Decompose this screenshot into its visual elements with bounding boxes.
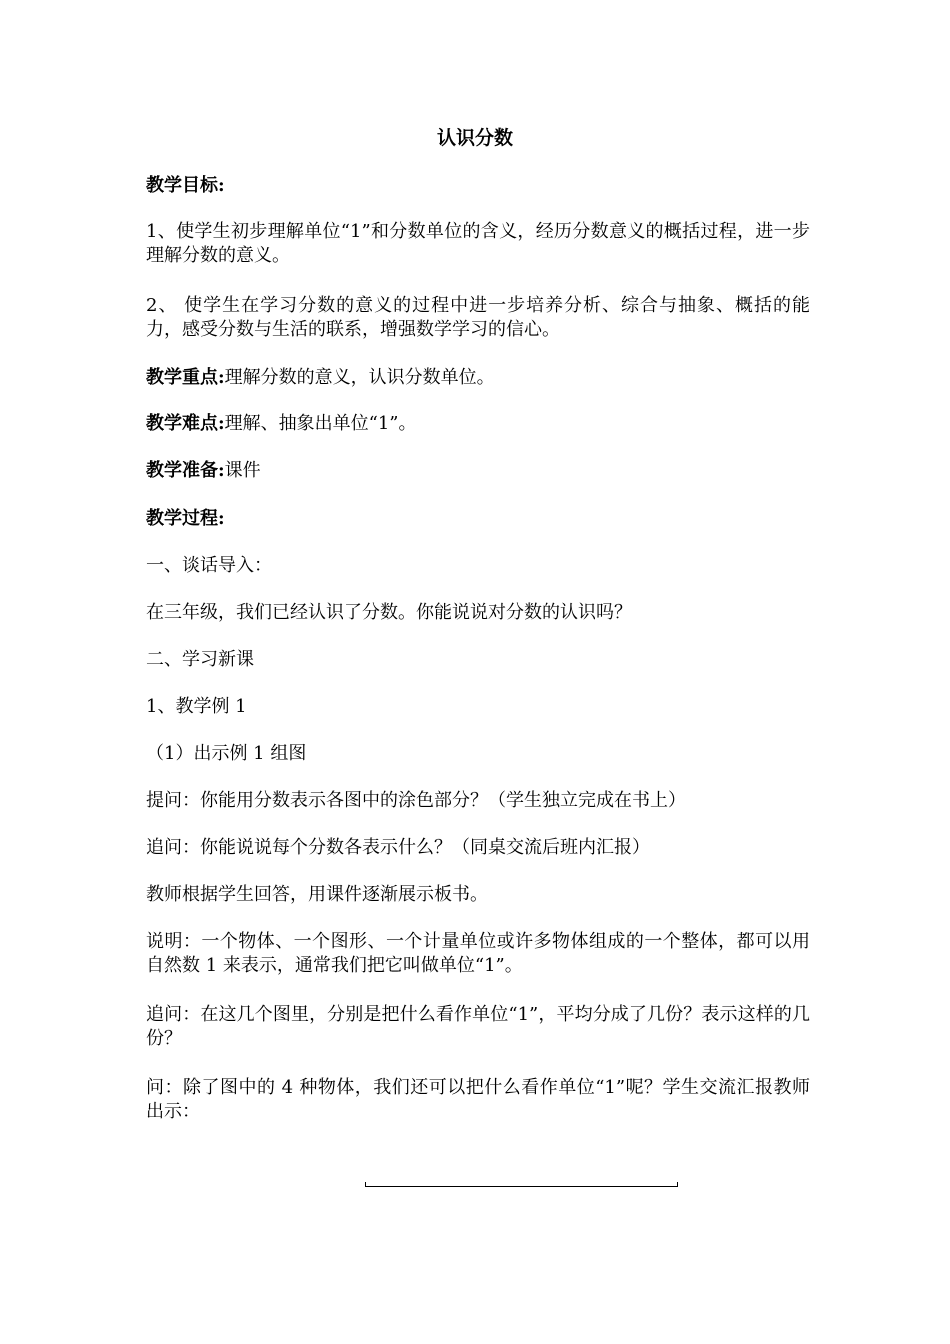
- page-title: 认识分数: [436, 127, 513, 149]
- objective-2: 2、 使学生在学习分数的意义的过程中进一步培养分析、综合与抽象、概括的能力，感受分数与生活的联系，增强数学学习的信心。: [146, 295, 810, 340]
- section-1-heading: 一、谈话导入：: [146, 555, 272, 576]
- step-1: （1）出示例 1 组图: [146, 743, 307, 764]
- key-point-label: 教学重点:: [146, 367, 225, 388]
- key-point-line: [146, 366, 810, 390]
- difficulty-text: 理解、抽象出单位“1”。: [224, 413, 417, 434]
- preparation-text: 课件: [224, 460, 261, 481]
- question-4: 问：除了图中的 4 种物体，我们还可以把什么看作单位“1”呢？学生交流汇报教师出示：: [146, 1077, 810, 1122]
- bottom-rule-line: [365, 1182, 678, 1187]
- key-point-text: 理解分数的意义，认识分数单位。: [224, 367, 495, 388]
- preparation-label: 教学准备:: [146, 460, 225, 481]
- process-heading: 教学过程:: [146, 508, 225, 529]
- example-1-heading: 1、教学例 1: [146, 696, 247, 717]
- question-3: 追问：在这几个图里，分别是把什么看作单位“1”，平均分成了几份？表示这样的几份？: [146, 1004, 810, 1049]
- teacher-note: 教师根据学生回答，用课件逐渐展示板书。: [146, 884, 488, 905]
- objective-1: 1、使学生初步理解单位“1”和分数单位的含义，经历分数意义的概括过程，进一步理解分数的意义。: [146, 221, 810, 266]
- objectives-heading: 教学目标:: [146, 175, 225, 196]
- question-2: 追问：你能说说每个分数各表示什么？（同桌交流后班内汇报）: [146, 837, 650, 858]
- preparation-line: [146, 459, 810, 483]
- section-2-heading: 二、学习新课: [146, 649, 254, 670]
- difficulty-label: 教学难点:: [146, 413, 225, 434]
- intro-text: 在三年级，我们已经认识了分数。你能说说对分数的认识吗？: [146, 602, 632, 623]
- explanation: 说明：一个物体、一个图形、一个计量单位或许多物体组成的一个整体，都可以用自然数 1 来表示，通常我们把它叫做单位“1”。: [146, 931, 810, 976]
- difficulty-line: [146, 412, 810, 436]
- question-1: 提问：你能用分数表示各图中的涂色部分？（学生独立完成在书上）: [146, 790, 686, 811]
